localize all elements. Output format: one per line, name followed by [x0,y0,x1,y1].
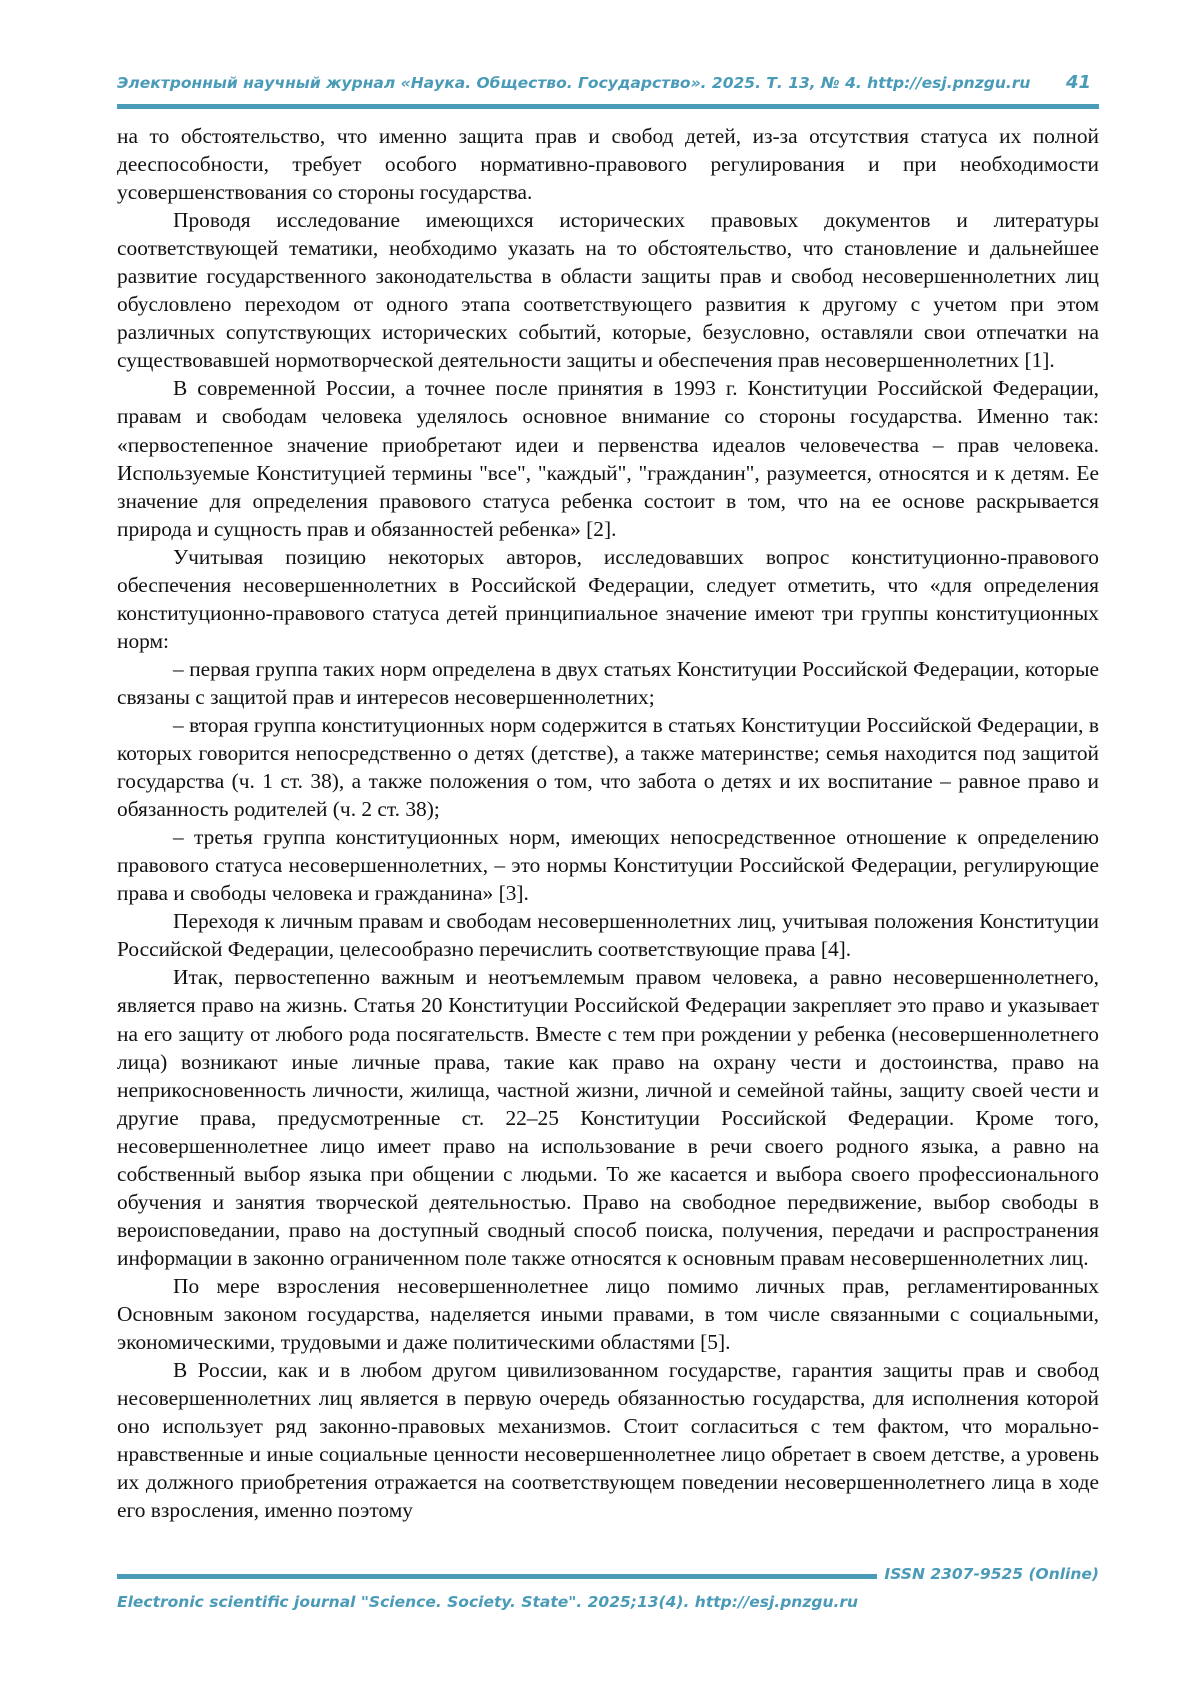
paragraph-6: Итак, первостепенно важным и неотъемлемым правом человека, а равно несовершеннолетнего, является право на жизнь. Статья 20 Конституции Российской Федерации закрепляет это право и указывает на его защиту от любого рода посягательств. Вместе с тем при рождении у ребенка (несовершеннолетнего лица) возникают иные личные права, такие как право на охрану чести и достоинства, право на неприкосновенность личности, жилища, частной жизни, личной и семейной тайны, защиту своей чести и другие права, предусмотренные ст. 22–25 Конституции Российской Федерации. Кроме того, несовершеннолетнее лицо имеет право на использование в речи своего родного языка, а равно на собственный выбор языка при общении с людьми. То же касается и выбора своего профессионального обучения и занятия творческой деятельностью. Право на свободное передвижение, выбор свободы в вероисповедании, право на доступный сводный способ поиска, получения, передачи и распространения информации в законно ограниченном поле также относятся к основным правам несовершеннолетних лиц. [117,965,1099,1270]
page-number: 41 [1065,72,1091,93]
list-item-2: – вторая группа конституционных норм содержится в статьях Конституции Российской Федерации, в которых говорится непосредственно о детях (детстве), а также материнстве; семья находится под защитой государства (ч. 1 ст. 38), а также положения о том, что забота о детях и их воспитание – равное право и обязанность родителей (ч. 2 ст. 38); [117,712,1099,822]
paragraph-3: В современной России, а точнее после принятия в 1993 г. Конституции Российской Федерации, правам и свободам человека уделялось основное внимание со стороны государства. Именно так: «первостепенное значение приобретают идеи и первенства идеалов человечества – прав человека. Используемые Конституцией термины "все", "каждый", "гражданин", разумеется, относятся и к детям. Ее значение для определения правового статуса ребенка состоит в том, что на ее основе раскрывается природа и сущность прав и обязанностей ребенка» [2]. [117,376,1099,541]
issn-label: ISSN 2307-9525 (Online) [884,1565,1099,1583]
paragraph-2: Проводя исследование имеющихся исторических правовых документов и литературы соответствующей тематики, необходимо указать на то обстоятельство, что становление и дальнейшее развитие государственного законодательства в области защиты прав и свобод несовершеннолетних лиц обусловлено переходом от одного этапа соответствующего развития к другому с учетом при этом различных сопутствующих исторических событий, которые, безусловно, оставляли свои отпечатки на существовавшей нормотворческой деятельности защиты и обеспечения прав несовершеннолетних [1]. [117,208,1099,373]
paragraph-5: Переходя к личным правам и свободам несовершеннолетних лиц, учитывая положения Конституции Российской Федерации, целесообразно перечислить соответствующие права [4]. [117,909,1099,962]
paragraph-1: на то обстоятельство, что именно защита прав и свобод детей, из-за отсутствия статуса их полной дееспособности, требует особого нормативно-правового регулирования и при необходимости усовершенствования со стороны государства. [117,124,1099,205]
footer-divider [117,1574,877,1579]
header-divider [117,104,1099,109]
paragraph-8: В России, как и в любом другом цивилизованном государстве, гарантия защиты прав и свобод несовершеннолетних лиц является в первую очередь обязанностью государства, для исполнения которой оно использует ряд законно-правовых механизмов. Стоит согласиться с тем фактом, что морально-нравственные и иные социальные ценности несовершеннолетнее лицо обретает в своем детстве, а уровень их должного приобретения отражается на соответствующем поведении несовершеннолетнего лица в ходе его взросления, именно поэтому [117,1358,1099,1523]
paragraph-7: По мере взросления несовершеннолетнее лицо помимо личных прав, регламентированных Основным законом государства, наделяется иными правами, в том числе связанными с социальными, экономическими, трудовыми и даже политическими областями [5]. [117,1273,1099,1355]
article-body [117,122,1099,1524]
journal-header-title: Электронный научный журнал «Наука. Общество. Государство». 2025. Т. 13, № 4. http://esj.pnzgu.ru [117,74,1031,92]
list-item-3: – третья группа конституционных норм, имеющих непосредственное отношение к определению правового статуса несовершеннолетних, – это нормы Конституции Российской Федерации, регулирующие права и свободы человека и гражданина» [3]. [117,825,1099,906]
running-header [117,64,1099,104]
paragraph-4: Учитывая позицию некоторых авторов, исследовавших вопрос конституционно-правового обеспечения несовершеннолетних в Российской Федерации, следует отметить, что «для определения конституционно-правового статуса детей принципиальное значение имеют три группы конституционных норм: [117,544,1099,653]
journal-footer-title: Electronic scientific journal "Science. Society. State". 2025;13(4). http://esj.pnzgu.ru [117,1593,859,1611]
list-item-1: – первая группа таких норм определена в двух статьях Конституции Российской Федерации, которые связаны с защитой прав и интересов несовершеннолетних; [117,656,1099,709]
